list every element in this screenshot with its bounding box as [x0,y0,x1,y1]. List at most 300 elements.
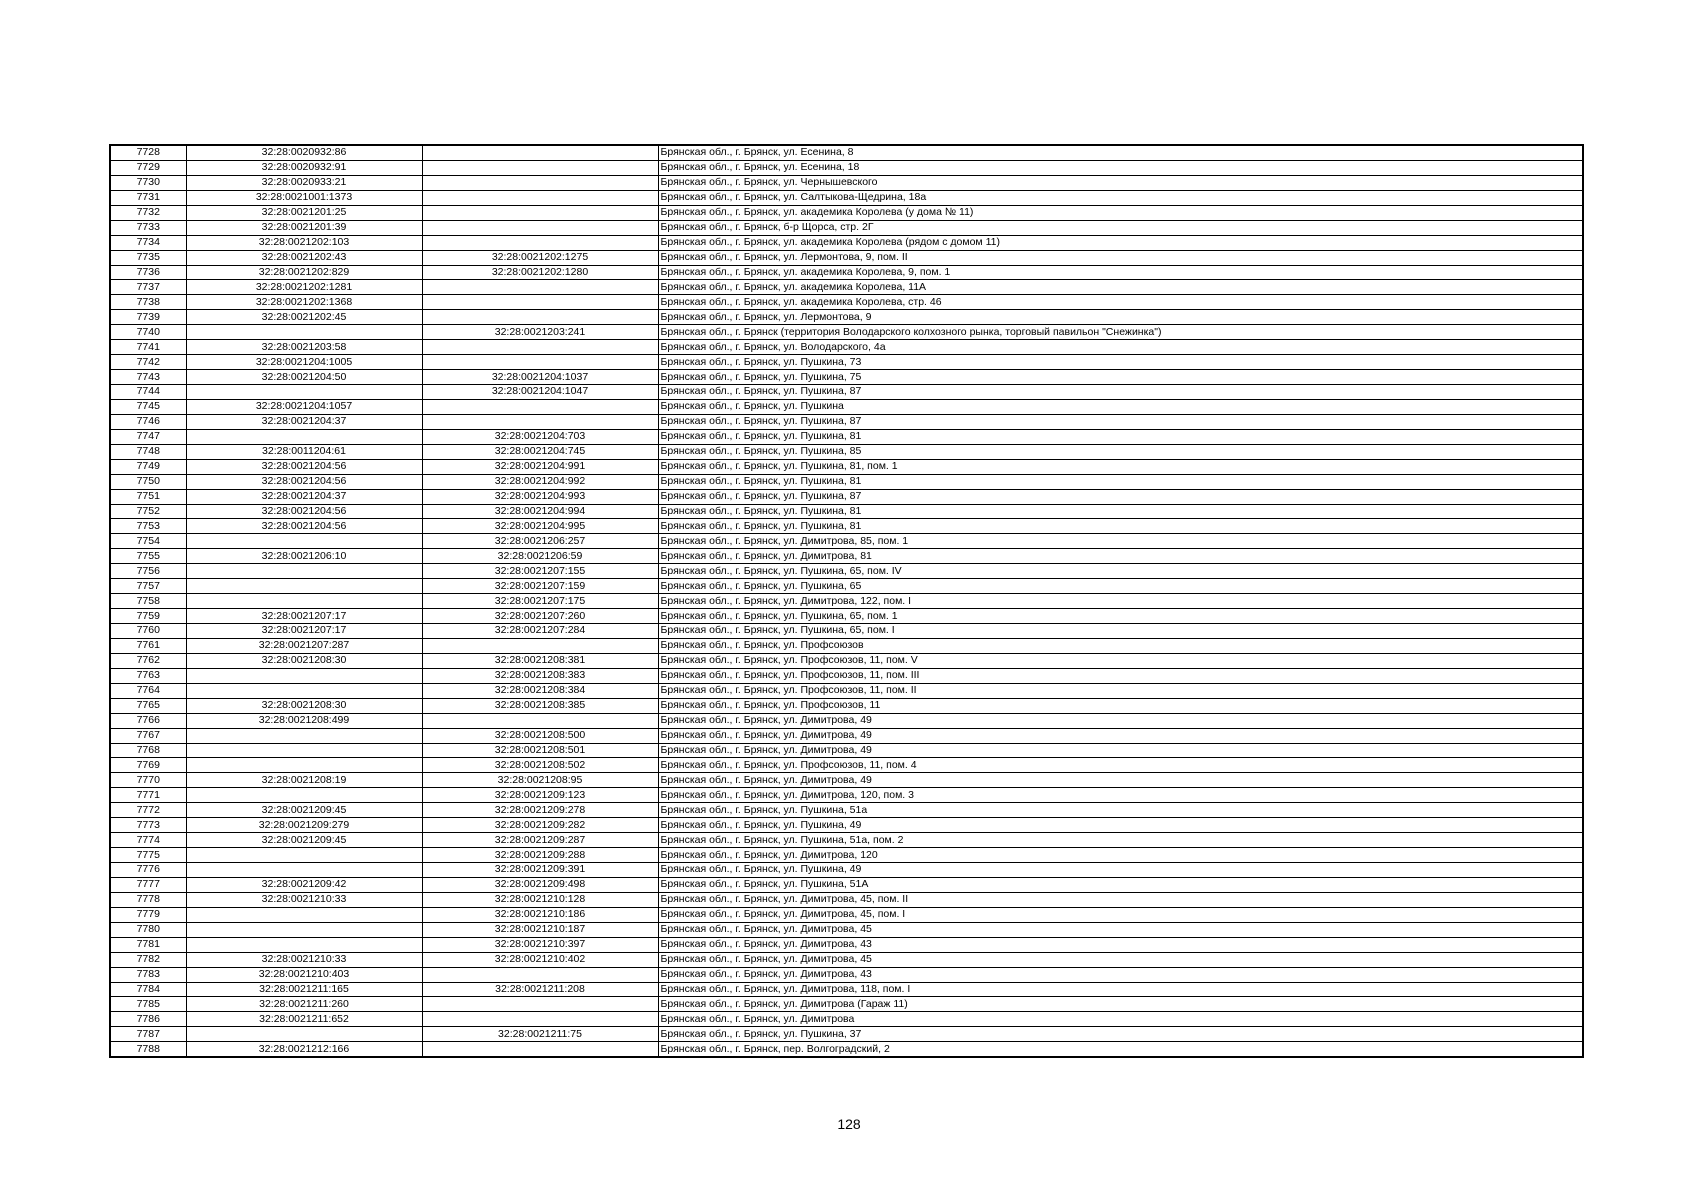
address-cell: Брянская обл., г. Брянск, ул. Есенина, 8 [658,145,1583,160]
address-cell: Брянская обл., г. Брянск, ул. Димитрова, 120, пом. 3 [658,788,1583,803]
address-cell: Брянская обл., г. Брянск, ул. Пушкина, 87 [658,489,1583,504]
land-cadastral-number-cell: 32:28:0021209:279 [186,818,422,833]
building-cadastral-number-cell [422,235,658,250]
land-cadastral-number-cell: 32:28:0011204:61 [186,444,422,459]
row-number-cell: 7760 [110,624,186,639]
land-cadastral-number-cell: 32:28:0021207:287 [186,638,422,653]
building-cadastral-number-cell: 32:28:0021209:278 [422,803,658,818]
address-cell: Брянская обл., г. Брянск, ул. Пушкина, 81 [658,519,1583,534]
land-cadastral-number-cell [186,385,422,400]
land-cadastral-number-cell [186,863,422,878]
row-number-cell: 7747 [110,429,186,444]
table-row [110,265,1583,280]
row-number-cell: 7772 [110,803,186,818]
building-cadastral-number-cell: 32:28:0021208:381 [422,653,658,668]
building-cadastral-number-cell: 32:28:0021209:498 [422,877,658,892]
land-cadastral-number-cell: 32:28:0021204:56 [186,459,422,474]
row-number-cell: 7745 [110,399,186,414]
building-cadastral-number-cell: 32:28:0021209:287 [422,833,658,848]
address-cell: Брянская обл., г. Брянск, ул. Димитрова, 49 [658,743,1583,758]
row-number-cell: 7774 [110,833,186,848]
row-number-cell: 7773 [110,818,186,833]
row-number-cell: 7785 [110,997,186,1012]
table-row [110,758,1583,773]
table-row [110,355,1583,370]
table-row [110,220,1583,235]
row-number-cell: 7737 [110,280,186,295]
building-cadastral-number-cell [422,205,658,220]
address-cell: Брянская обл., г. Брянск, ул. академика Королева, 9, пом. 1 [658,265,1583,280]
row-number-cell: 7730 [110,175,186,190]
address-cell: Брянская обл., г. Брянск, ул. академика Королева (рядом с домом 11) [658,235,1583,250]
land-cadastral-number-cell: 32:28:0021202:103 [186,235,422,250]
building-cadastral-number-cell [422,967,658,982]
land-cadastral-number-cell: 32:28:0021202:829 [186,265,422,280]
table-row [110,818,1583,833]
land-cadastral-number-cell: 32:28:0021211:165 [186,982,422,997]
row-number-cell: 7743 [110,370,186,385]
table-row [110,803,1583,818]
table-row [110,399,1583,414]
records-table-body [110,145,1583,1057]
building-cadastral-number-cell [422,997,658,1012]
address-cell: Брянская обл., г. Брянск (территория Володарского колхозного рынка, торговый павильон "Снежинка") [658,325,1583,340]
building-cadastral-number-cell [422,340,658,355]
address-cell: Брянская обл., г. Брянск, ул. Профсоюзов, 11 [658,698,1583,713]
row-number-cell: 7778 [110,892,186,907]
table-row [110,325,1583,340]
building-cadastral-number-cell: 32:28:0021207:175 [422,594,658,609]
land-cadastral-number-cell [186,534,422,549]
table-row [110,145,1583,160]
building-cadastral-number-cell: 32:28:0021211:208 [422,982,658,997]
row-number-cell: 7755 [110,549,186,564]
row-number-cell: 7733 [110,220,186,235]
land-cadastral-number-cell [186,937,422,952]
building-cadastral-number-cell: 32:28:0021210:128 [422,892,658,907]
building-cadastral-number-cell: 32:28:0021209:391 [422,863,658,878]
row-number-cell: 7776 [110,863,186,878]
row-number-cell: 7754 [110,534,186,549]
address-cell: Брянская обл., г. Брянск, ул. Пушкина [658,399,1583,414]
building-cadastral-number-cell: 32:28:0021204:703 [422,429,658,444]
table-row [110,743,1583,758]
row-number-cell: 7784 [110,982,186,997]
land-cadastral-number-cell: 32:28:0021204:50 [186,370,422,385]
land-cadastral-number-cell: 32:28:0021210:33 [186,952,422,967]
building-cadastral-number-cell: 32:28:0021208:385 [422,698,658,713]
row-number-cell: 7753 [110,519,186,534]
row-number-cell: 7788 [110,1042,186,1057]
address-cell: Брянская обл., г. Брянск, ул. Димитрова (Гараж 11) [658,997,1583,1012]
building-cadastral-number-cell [422,145,658,160]
address-cell: Брянская обл., г. Брянск, ул. Пушкина, 85 [658,444,1583,459]
address-cell: Брянская обл., г. Брянск, ул. Димитрова, 49 [658,728,1583,743]
table-row [110,668,1583,683]
table-row [110,564,1583,579]
address-cell: Брянская обл., г. Брянск, ул. Пушкина, 75 [658,370,1583,385]
building-cadastral-number-cell: 32:28:0021208:383 [422,668,658,683]
address-cell: Брянская обл., г. Брянск, ул. Пушкина, 81 [658,474,1583,489]
address-cell: Брянская обл., г. Брянск, ул. Есенина, 18 [658,160,1583,175]
building-cadastral-number-cell [422,1042,658,1057]
address-cell: Брянская обл., г. Брянск, ул. Димитрова, 49 [658,713,1583,728]
building-cadastral-number-cell [422,295,658,310]
address-cell: Брянская обл., г. Брянск, ул. Профсоюзов, 11, пом. 4 [658,758,1583,773]
building-cadastral-number-cell: 32:28:0021209:288 [422,848,658,863]
address-cell: Брянская обл., г. Брянск, ул. Димитрова, 43 [658,937,1583,952]
address-cell: Брянская обл., г. Брянск, б-р Щорса, стр. 2Г [658,220,1583,235]
address-cell: Брянская обл., г. Брянск, ул. Пушкина, 73 [658,355,1583,370]
land-cadastral-number-cell [186,788,422,803]
land-cadastral-number-cell: 32:28:0021210:403 [186,967,422,982]
building-cadastral-number-cell: 32:28:0021211:75 [422,1027,658,1042]
building-cadastral-number-cell [422,399,658,414]
table-row [110,892,1583,907]
building-cadastral-number-cell: 32:28:0021207:284 [422,624,658,639]
building-cadastral-number-cell [422,310,658,325]
table-row [110,922,1583,937]
table-row [110,788,1583,803]
land-cadastral-number-cell: 32:28:0021209:45 [186,833,422,848]
row-number-cell: 7779 [110,907,186,922]
building-cadastral-number-cell: 32:28:0021204:991 [422,459,658,474]
building-cadastral-number-cell: 32:28:0021209:282 [422,818,658,833]
building-cadastral-number-cell: 32:28:0021204:995 [422,519,658,534]
building-cadastral-number-cell: 32:28:0021207:260 [422,609,658,624]
table-row [110,459,1583,474]
address-cell: Брянская обл., г. Брянск, ул. Пушкина, 49 [658,863,1583,878]
address-cell: Брянская обл., г. Брянск, ул. Димитрова, 85, пом. 1 [658,534,1583,549]
address-cell: Брянская обл., г. Брянск, ул. Пушкина, 87 [658,414,1583,429]
address-cell: Брянская обл., г. Брянск, ул. Димитрова, 45, пом. II [658,892,1583,907]
row-number-cell: 7741 [110,340,186,355]
building-cadastral-number-cell: 32:28:0021204:994 [422,504,658,519]
address-cell: Брянская обл., г. Брянск, ул. Пушкина, 51а [658,803,1583,818]
address-cell: Брянская обл., г. Брянск, ул. Пушкина, 81 [658,504,1583,519]
table-row [110,594,1583,609]
address-cell: Брянская обл., г. Брянск, ул. Пушкина, 87 [658,385,1583,400]
address-cell: Брянская обл., г. Брянск, ул. Димитрова, 45 [658,952,1583,967]
land-cadastral-number-cell: 32:28:0021209:42 [186,877,422,892]
building-cadastral-number-cell: 32:28:0021208:95 [422,773,658,788]
row-number-cell: 7746 [110,414,186,429]
table-row [110,833,1583,848]
land-cadastral-number-cell [186,758,422,773]
table-row [110,370,1583,385]
building-cadastral-number-cell: 32:28:0021204:745 [422,444,658,459]
row-number-cell: 7752 [110,504,186,519]
building-cadastral-number-cell [422,160,658,175]
address-cell: Брянская обл., г. Брянск, ул. Салтыкова-Щедрина, 18а [658,190,1583,205]
building-cadastral-number-cell: 32:28:0021203:241 [422,325,658,340]
land-cadastral-number-cell: 32:28:0021204:1057 [186,399,422,414]
land-cadastral-number-cell [186,1027,422,1042]
address-cell: Брянская обл., г. Брянск, ул. Димитрова [658,1012,1583,1027]
row-number-cell: 7728 [110,145,186,160]
row-number-cell: 7750 [110,474,186,489]
address-cell: Брянская обл., г. Брянск, ул. Димитрова, 122, пом. I [658,594,1583,609]
row-number-cell: 7787 [110,1027,186,1042]
row-number-cell: 7783 [110,967,186,982]
row-number-cell: 7759 [110,609,186,624]
address-cell: Брянская обл., г. Брянск, ул. Пушкина, 51а, пом. 2 [658,833,1583,848]
table-row [110,489,1583,504]
land-cadastral-number-cell: 32:28:0021204:56 [186,519,422,534]
table-row [110,160,1583,175]
address-cell: Брянская обл., г. Брянск, ул. Пушкина, 81, пом. 1 [658,459,1583,474]
building-cadastral-number-cell [422,1012,658,1027]
building-cadastral-number-cell [422,414,658,429]
table-row [110,728,1583,743]
address-cell: Брянская обл., г. Брянск, ул. Пушкина, 49 [658,818,1583,833]
building-cadastral-number-cell [422,355,658,370]
address-cell: Брянская обл., г. Брянск, ул. Профсоюзов, 11, пом. II [658,683,1583,698]
table-row [110,997,1583,1012]
address-cell: Брянская обл., г. Брянск, ул. Пушкина, 51А [658,877,1583,892]
row-number-cell: 7748 [110,444,186,459]
row-number-cell: 7770 [110,773,186,788]
table-row [110,967,1583,982]
row-number-cell: 7739 [110,310,186,325]
land-cadastral-number-cell [186,907,422,922]
building-cadastral-number-cell: 32:28:0021209:123 [422,788,658,803]
building-cadastral-number-cell [422,638,658,653]
row-number-cell: 7736 [110,265,186,280]
table-row [110,340,1583,355]
land-cadastral-number-cell [186,743,422,758]
land-cadastral-number-cell: 32:28:0021208:30 [186,698,422,713]
building-cadastral-number-cell: 32:28:0021207:159 [422,579,658,594]
building-cadastral-number-cell [422,190,658,205]
land-cadastral-number-cell: 32:28:0021204:56 [186,504,422,519]
row-number-cell: 7757 [110,579,186,594]
table-row [110,683,1583,698]
table-row [110,205,1583,220]
building-cadastral-number-cell: 32:28:0021202:1275 [422,250,658,265]
building-cadastral-number-cell: 32:28:0021204:1047 [422,385,658,400]
row-number-cell: 7764 [110,683,186,698]
table-row [110,952,1583,967]
row-number-cell: 7769 [110,758,186,773]
table-row [110,638,1583,653]
land-cadastral-number-cell: 32:28:0021207:17 [186,609,422,624]
table-row [110,624,1583,639]
address-cell: Брянская обл., г. Брянск, ул. Димитрова, 45 [658,922,1583,937]
row-number-cell: 7762 [110,653,186,668]
table-row [110,429,1583,444]
table-row [110,295,1583,310]
building-cadastral-number-cell: 32:28:0021208:500 [422,728,658,743]
address-cell: Брянская обл., г. Брянск, ул. Володарского, 4а [658,340,1583,355]
row-number-cell: 7756 [110,564,186,579]
row-number-cell: 7765 [110,698,186,713]
land-cadastral-number-cell: 32:28:0021208:30 [186,653,422,668]
building-cadastral-number-cell: 32:28:0021210:397 [422,937,658,952]
table-row [110,280,1583,295]
address-cell: Брянская обл., г. Брянск, ул. Димитрова, 49 [658,773,1583,788]
address-cell: Брянская обл., г. Брянск, ул. академика Королева, стр. 46 [658,295,1583,310]
address-cell: Брянская обл., г. Брянск, ул. Пушкина, 65, пом. I [658,624,1583,639]
row-number-cell: 7780 [110,922,186,937]
land-cadastral-number-cell [186,728,422,743]
land-cadastral-number-cell: 32:28:0021201:25 [186,205,422,220]
table-row [110,1012,1583,1027]
table-row [110,414,1583,429]
building-cadastral-number-cell [422,175,658,190]
row-number-cell: 7771 [110,788,186,803]
row-number-cell: 7766 [110,713,186,728]
address-cell: Брянская обл., г. Брянск, ул. академика Королева, 11А [658,280,1583,295]
land-cadastral-number-cell: 32:28:0021202:1281 [186,280,422,295]
building-cadastral-number-cell: 32:28:0021204:1037 [422,370,658,385]
land-cadastral-number-cell [186,564,422,579]
row-number-cell: 7734 [110,235,186,250]
building-cadastral-number-cell: 32:28:0021210:186 [422,907,658,922]
table-row [110,504,1583,519]
land-cadastral-number-cell: 32:28:0021210:33 [186,892,422,907]
row-number-cell: 7735 [110,250,186,265]
table-row [110,848,1583,863]
building-cadastral-number-cell: 32:28:0021208:384 [422,683,658,698]
row-number-cell: 7763 [110,668,186,683]
land-cadastral-number-cell [186,848,422,863]
building-cadastral-number-cell: 32:28:0021210:187 [422,922,658,937]
table-row [110,1027,1583,1042]
row-number-cell: 7758 [110,594,186,609]
address-cell: Брянская обл., г. Брянск, ул. Лермонтова, 9 [658,310,1583,325]
land-cadastral-number-cell: 32:28:0021212:166 [186,1042,422,1057]
land-cadastral-number-cell: 32:28:0021204:56 [186,474,422,489]
row-number-cell: 7742 [110,355,186,370]
row-number-cell: 7738 [110,295,186,310]
table-row [110,235,1583,250]
land-cadastral-number-cell: 32:28:0021203:58 [186,340,422,355]
row-number-cell: 7729 [110,160,186,175]
address-cell: Брянская обл., г. Брянск, ул. Профсоюзов [658,638,1583,653]
land-cadastral-number-cell: 32:28:0021202:43 [186,250,422,265]
address-cell: Брянская обл., г. Брянск, ул. Пушкина, 37 [658,1027,1583,1042]
address-cell: Брянская обл., г. Брянск, ул. Пушкина, 65 [658,579,1583,594]
building-cadastral-number-cell [422,280,658,295]
table-row [110,385,1583,400]
land-cadastral-number-cell [186,325,422,340]
table-row [110,982,1583,997]
address-cell: Брянская обл., г. Брянск, ул. Профсоюзов, 11, пом. V [658,653,1583,668]
land-cadastral-number-cell [186,579,422,594]
building-cadastral-number-cell [422,713,658,728]
address-cell: Брянская обл., г. Брянск, ул. Димитрова, 120 [658,848,1583,863]
building-cadastral-number-cell: 32:28:0021206:257 [422,534,658,549]
row-number-cell: 7732 [110,205,186,220]
row-number-cell: 7782 [110,952,186,967]
row-number-cell: 7775 [110,848,186,863]
land-cadastral-number-cell [186,683,422,698]
table-row [110,175,1583,190]
row-number-cell: 7777 [110,877,186,892]
building-cadastral-number-cell: 32:28:0021204:993 [422,489,658,504]
row-number-cell: 7768 [110,743,186,758]
land-cadastral-number-cell: 32:28:0021211:652 [186,1012,422,1027]
table-row [110,698,1583,713]
address-cell: Брянская обл., г. Брянск, ул. академика Королева (у дома № 11) [658,205,1583,220]
land-cadastral-number-cell: 32:28:0021211:260 [186,997,422,1012]
address-cell: Брянская обл., г. Брянск, ул. Димитрова, 118, пом. I [658,982,1583,997]
table-row [110,609,1583,624]
land-cadastral-number-cell: 32:28:0021208:19 [186,773,422,788]
records-table [109,144,1584,1058]
table-row [110,713,1583,728]
table-row [110,773,1583,788]
land-cadastral-number-cell: 32:28:0021208:499 [186,713,422,728]
row-number-cell: 7767 [110,728,186,743]
land-cadastral-number-cell [186,594,422,609]
land-cadastral-number-cell: 32:28:0021202:1368 [186,295,422,310]
land-cadastral-number-cell [186,429,422,444]
land-cadastral-number-cell: 32:28:0021202:45 [186,310,422,325]
land-cadastral-number-cell [186,922,422,937]
building-cadastral-number-cell: 32:28:0021210:402 [422,952,658,967]
address-cell: Брянская обл., г. Брянск, ул. Димитрова, 43 [658,967,1583,982]
land-cadastral-number-cell: 32:28:0021206:10 [186,549,422,564]
address-cell: Брянская обл., г. Брянск, ул. Пушкина, 81 [658,429,1583,444]
row-number-cell: 7751 [110,489,186,504]
table-row [110,863,1583,878]
table-row [110,474,1583,489]
row-number-cell: 7744 [110,385,186,400]
land-cadastral-number-cell: 32:28:0020933:21 [186,175,422,190]
address-cell: Брянская обл., г. Брянск, ул. Чернышевского [658,175,1583,190]
building-cadastral-number-cell: 32:28:0021202:1280 [422,265,658,280]
table-row [110,907,1583,922]
address-cell: Брянская обл., г. Брянск, ул. Димитрова, 45, пом. I [658,907,1583,922]
address-cell: Брянская обл., г. Брянск, ул. Лермонтова, 9, пом. II [658,250,1583,265]
building-cadastral-number-cell: 32:28:0021208:501 [422,743,658,758]
table-row [110,190,1583,205]
table-row [110,653,1583,668]
building-cadastral-number-cell: 32:28:0021204:992 [422,474,658,489]
row-number-cell: 7740 [110,325,186,340]
land-cadastral-number-cell: 32:28:0021207:17 [186,624,422,639]
land-cadastral-number-cell: 32:28:0021209:45 [186,803,422,818]
row-number-cell: 7786 [110,1012,186,1027]
address-cell: Брянская обл., г. Брянск, пер. Волгоградский, 2 [658,1042,1583,1057]
table-row [110,250,1583,265]
address-cell: Брянская обл., г. Брянск, ул. Димитрова, 81 [658,549,1583,564]
table-row [110,877,1583,892]
building-cadastral-number-cell: 32:28:0021207:155 [422,564,658,579]
building-cadastral-number-cell: 32:28:0021208:502 [422,758,658,773]
table-row [110,549,1583,564]
table-row [110,534,1583,549]
building-cadastral-number-cell: 32:28:0021206:59 [422,549,658,564]
land-cadastral-number-cell: 32:28:0021204:37 [186,489,422,504]
row-number-cell: 7761 [110,638,186,653]
table-row [110,937,1583,952]
land-cadastral-number-cell: 32:28:0020932:91 [186,160,422,175]
land-cadastral-number-cell: 32:28:0021001:1373 [186,190,422,205]
land-cadastral-number-cell: 32:28:0021204:37 [186,414,422,429]
land-cadastral-number-cell: 32:28:0021201:39 [186,220,422,235]
table-row [110,579,1583,594]
page-number: 128 [837,1116,861,1132]
land-cadastral-number-cell [186,668,422,683]
address-cell: Брянская обл., г. Брянск, ул. Пушкина, 65, пом. IV [658,564,1583,579]
table-row [110,310,1583,325]
table-row [110,519,1583,534]
address-cell: Брянская обл., г. Брянск, ул. Пушкина, 65, пом. 1 [658,609,1583,624]
land-cadastral-number-cell: 32:28:0021204:1005 [186,355,422,370]
